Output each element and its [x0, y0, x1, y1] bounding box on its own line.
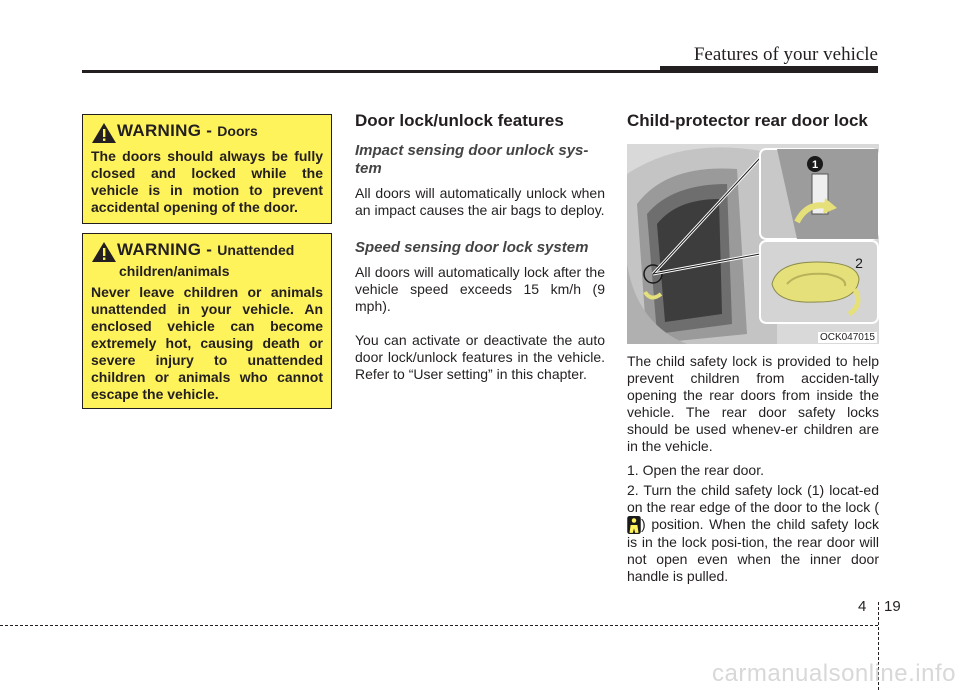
- activate-text: You can activate or deactivate the auto door lock/unlock features in the vehicle. Refer to “User setting” in this chapter.: [355, 332, 605, 382]
- impact-sensing-heading: Impact sensing door unlock sys-tem: [355, 142, 589, 177]
- watermark: carmanualsonline.info: [712, 660, 956, 687]
- warning-body: Never leave children or animals unattended in your vehicle. An enclosed vehicle can become extremely hot, causing death or severe injury to unattended children or animals who cannot escape the vehicle.: [91, 284, 323, 402]
- child-lock-illustration: [627, 144, 879, 344]
- warning-box-doors: [82, 114, 332, 224]
- figure-code: OCK047015: [819, 332, 875, 343]
- step-text: Open the rear door.: [642, 462, 764, 478]
- child-lock-icon: [627, 516, 641, 534]
- list-item: [627, 462, 879, 479]
- callout-2: 2: [855, 255, 863, 271]
- warning-triangle-icon: [91, 122, 117, 144]
- warning-box-children: [82, 233, 332, 409]
- door-illustration: [627, 144, 879, 344]
- warning-triangle-icon: [91, 241, 117, 263]
- page-number: 19: [884, 598, 901, 615]
- warning-subject: Doors: [217, 123, 258, 139]
- child-lock-heading: Child-protector rear door lock: [627, 111, 868, 130]
- footer-rule: [0, 625, 878, 626]
- warning-title: WARNING -: [117, 121, 218, 140]
- warning-subject-line2: children/animals: [119, 263, 230, 279]
- warning-subject: Unattended: [217, 242, 295, 258]
- child-lock-steps: [627, 462, 879, 585]
- door-lock-section: [355, 111, 605, 383]
- impact-sensing-text: All doors will automatically unlock when an impact causes the air bags to deploy.: [355, 185, 605, 218]
- speed-sensing-text: All doors will automatically lock after the vehicle speed exceeds 15 km/h (9 mph).: [355, 264, 605, 314]
- chapter-number: 4: [858, 598, 867, 615]
- list-item: [627, 482, 879, 585]
- door-lock-heading: Door lock/unlock features: [355, 111, 564, 130]
- section-header-title: Features of your vehicle: [693, 44, 878, 65]
- speed-sensing-heading: Speed sensing door lock system: [355, 239, 589, 256]
- warning-body: The doors should always be fully closed and locked while the vehicle is in motion to prevent accidental opening of the door.: [91, 148, 323, 215]
- step-text: Turn the child safety lock (1) locat-ed on the rear edge of the door to the lock (: [627, 482, 879, 515]
- warning-title: WARNING -: [117, 240, 218, 259]
- step-number: 1.: [627, 462, 639, 478]
- step-text-continued: ) position. When the child safety lock is in the lock posi-tion, the rear door will not open even when the inner door handle is pulled.: [627, 516, 879, 585]
- child-lock-section: [627, 111, 879, 588]
- step-number: 2.: [627, 482, 639, 498]
- header-rule-accent: [660, 66, 878, 73]
- child-lock-intro: The child safety lock is provided to help prevent children from acciden-tally opening the rear doors from inside the vehicle. The rear door safety locks should be used whenev-er children are in the vehicle.: [627, 353, 879, 454]
- callout-1: 1: [811, 159, 819, 171]
